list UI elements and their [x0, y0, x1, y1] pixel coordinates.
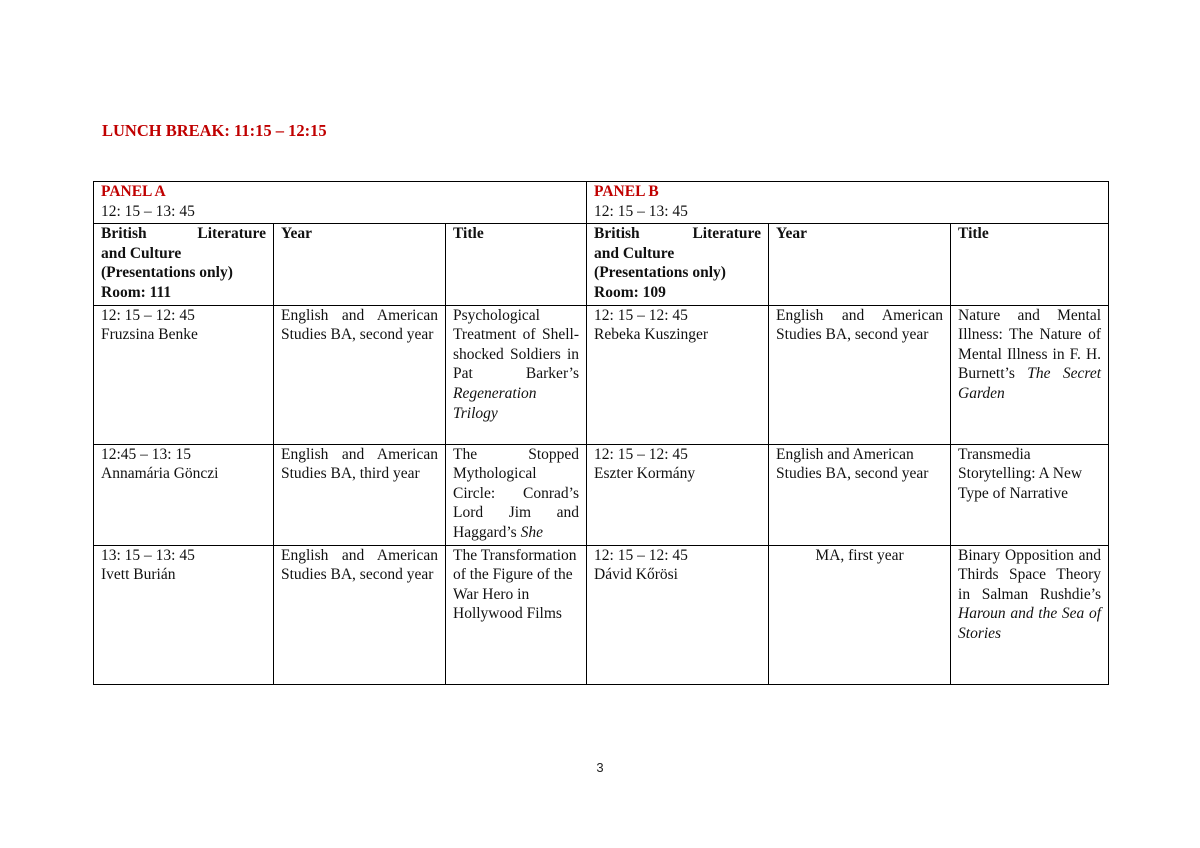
panel-a-name: PANEL A [101, 183, 166, 200]
slot-time: 12: 15 – 12: 45 [594, 306, 688, 324]
panel-heading-row [94, 182, 1109, 224]
title-cell [446, 444, 587, 545]
section-line: and Culture [101, 244, 182, 262]
presenter-cell [587, 305, 769, 444]
title-cell [446, 545, 587, 684]
section-line: (Presentations only) [101, 264, 233, 282]
slot-time: 13: 15 – 13: 45 [101, 546, 195, 564]
column-header-row [94, 224, 1109, 305]
presenter-cell [94, 444, 274, 545]
slot-time: 12: 15 – 12: 45 [594, 546, 688, 564]
year-cell: English and American Studies BA, second year [274, 305, 446, 444]
presenter-cell [94, 545, 274, 684]
presenter-name: Fruzsina Benke [101, 326, 198, 344]
panel-b-time: 12: 15 – 13: 45 [594, 202, 688, 220]
panel-b-heading [587, 182, 1109, 224]
presenter-name: Eszter Kormány [594, 465, 696, 483]
panel-b-section-header [587, 224, 769, 305]
title-text: Transmedia Storytelling: A New Type of Narrative [958, 445, 1083, 502]
year-cell: English and American Studies BA, second year [769, 305, 951, 444]
room-label: Room: 109 [594, 283, 666, 301]
presenter-name: Ivett Burián [101, 566, 176, 584]
panel-a-section-header [94, 224, 274, 305]
panel-b-title-header: Title [951, 224, 1109, 305]
slot-time: 12: 15 – 12: 45 [594, 445, 688, 463]
presenter-cell [587, 545, 769, 684]
presenter-name: Rebeka Kuszinger [594, 326, 709, 344]
title-italic: Regeneration Trilogy [453, 384, 537, 422]
title-cell [951, 545, 1109, 684]
year-cell: English and American Studies BA, second year [769, 444, 951, 545]
title-cell [951, 444, 1109, 545]
presenter-name: Annamária Gönczi [101, 465, 219, 483]
year-cell: English and American Studies BA, second year [274, 545, 446, 684]
presenter-name: Dávid Kőrösi [594, 566, 678, 584]
table-row [94, 545, 1109, 684]
panel-a-heading [94, 182, 587, 224]
title-cell [446, 305, 587, 444]
section-line: and Culture [594, 244, 675, 262]
schedule-table [93, 181, 1109, 685]
title-text: The Transformation of the Figure of the War Hero in Hollywood Films [453, 546, 577, 623]
panel-a-time: 12: 15 – 13: 45 [101, 202, 195, 220]
presenter-cell [94, 305, 274, 444]
section-line: British Literature [594, 225, 762, 243]
title-text: The Stopped Mythological Circle: Conrad’s Lord Jim and Haggard’s [453, 445, 580, 541]
section-line: British Literature [101, 225, 266, 243]
panel-b-year-header: Year [769, 224, 951, 305]
year-cell: MA, first year [769, 545, 951, 684]
lunch-break-heading: LUNCH BREAK: 11:15 – 12:15 [102, 121, 327, 140]
panel-a-title-header: Title [446, 224, 587, 305]
table-row [94, 305, 1109, 444]
title-italic: Haroun and the Sea of Stories [958, 605, 1102, 642]
title-italic: The Secret Garden [958, 365, 1102, 402]
title-text: Psychological Treatment of Shell-shocked Soldiers in Pat Barker’s [453, 306, 580, 383]
slot-time: 12:45 – 13: 15 [101, 445, 191, 463]
title-text: Binary Opposition and Thirds Space Theory in Salman Rushdie’s [958, 546, 1102, 603]
room-label: Room: 111 [101, 283, 172, 301]
presenter-cell [587, 444, 769, 545]
panel-a-year-header: Year [274, 224, 446, 305]
title-cell [951, 305, 1109, 444]
table-row [94, 444, 1109, 545]
page-number: 3 [596, 760, 604, 775]
section-line: (Presentations only) [594, 264, 726, 282]
title-text: Nature and Mental Illness: The Nature of Mental Illness in F. H. Burnett’s [958, 306, 1102, 383]
panel-b-name: PANEL B [594, 183, 659, 200]
slot-time: 12: 15 – 12: 45 [101, 306, 195, 324]
year-cell: English and American Studies BA, third year [274, 444, 446, 545]
title-italic: She [520, 523, 543, 541]
